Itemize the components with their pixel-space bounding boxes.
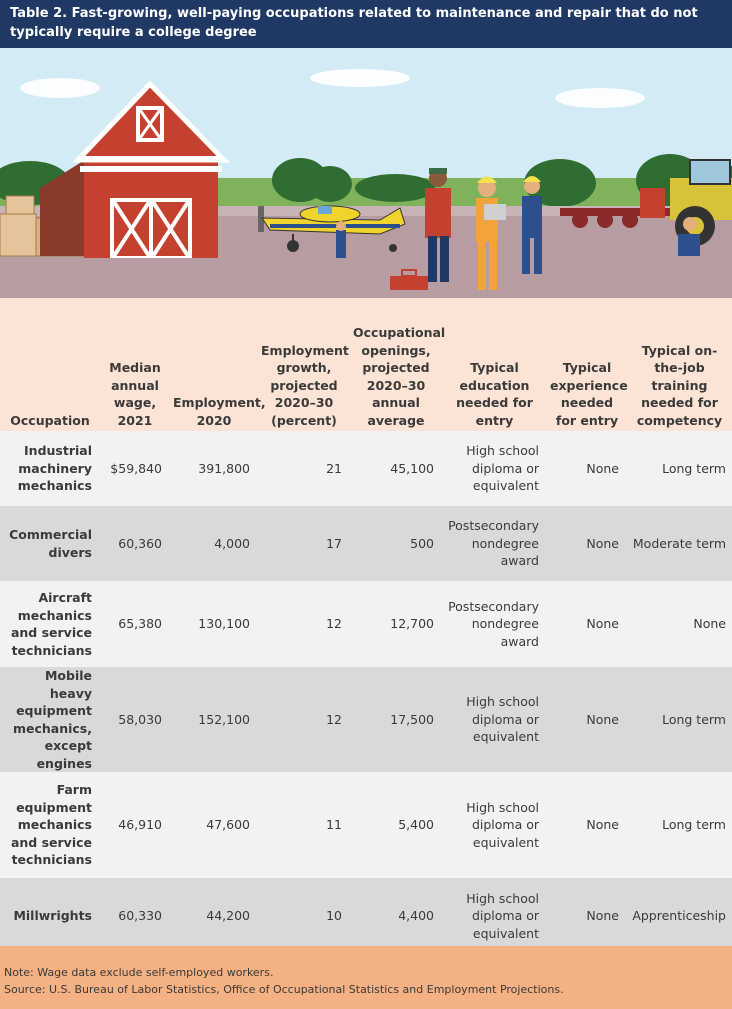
header-employment: Employment, 2020 [173,395,266,428]
cell-openings: 500 [350,506,442,581]
header-occupation: Occupation [10,412,90,428]
header-openings: Occupational openings, projected 2020–30 annual average [353,325,446,428]
cell-experience: None [547,667,627,772]
cell-training: Moderate term [627,506,732,581]
cell-experience: None [547,772,627,878]
cell-education: High school diploma or equivalent [442,431,547,506]
mechanic-worker-icon [336,221,346,258]
table-row [0,581,732,667]
cell-training: Long term [627,431,732,506]
cell-occupation: Aircraft mechanics and service technicians [0,581,100,667]
cell-openings: 12,700 [350,581,442,667]
footer-source: Source: U.S. Bureau of Labor Statistics, Office of Occupational Statistics and Employment Projections. [4,983,564,996]
cell-openings: 17,500 [350,667,442,772]
table-footer [0,946,732,1009]
cell-experience: None [547,506,627,581]
cell-wage: 65,380 [100,581,170,667]
cell-occupation: Commercial divers [0,506,100,581]
table-row [0,667,732,772]
cell-employment: 4,000 [170,506,258,581]
cell-experience: None [547,431,627,506]
farm-illustration [0,48,732,298]
cell-education: Postsecondary nondegree award [442,506,547,581]
cell-growth: 12 [258,667,350,772]
cell-occupation: Mobile heavy equipment mechanics, except engines [0,667,100,772]
header-growth: Employment growth, projected 2020–30 (percent) [261,342,349,428]
cell-growth: 10 [258,878,350,954]
cell-training: Long term [627,667,732,772]
occupations-table [0,298,732,954]
cell-openings: 4,400 [350,878,442,954]
cell-occupation: Millwrights [0,878,100,954]
cell-education: High school diploma or equivalent [442,667,547,772]
cell-experience: None [547,878,627,954]
table-row [0,431,732,506]
cell-experience: None [547,581,627,667]
table-row [0,506,732,581]
cell-training: Apprenticeship [627,878,732,954]
cell-wage: 58,030 [100,667,170,772]
cell-growth: 17 [258,506,350,581]
cell-occupation: Industrial machinery mechanics [0,431,100,506]
cell-wage: $59,840 [100,431,170,506]
cell-employment: 44,200 [170,878,258,954]
cell-growth: 11 [258,772,350,878]
cell-education: Postsecondary nondegree award [442,581,547,667]
cell-openings: 5,400 [350,772,442,878]
cell-wage: 60,330 [100,878,170,954]
table-row [0,772,732,878]
cell-education: High school diploma or equivalent [442,878,547,954]
cell-employment: 152,100 [170,667,258,772]
header-training: Typical on-the-job training needed for competency [636,342,723,428]
cell-openings: 45,100 [350,431,442,506]
table-header-row [0,298,732,431]
cell-growth: 21 [258,431,350,506]
table-row [0,878,732,954]
header-education: Typical education needed for entry [456,360,533,428]
header-wage: Median annual wage, 2021 [109,360,161,428]
cell-employment: 130,100 [170,581,258,667]
occupations-table-wrap [0,298,732,954]
cell-occupation: Farm equipment mechanics and service technicians [0,772,100,878]
cell-training: None [627,581,732,667]
cell-employment: 47,600 [170,772,258,878]
cell-growth: 12 [258,581,350,667]
cell-employment: 391,800 [170,431,258,506]
cell-wage: 60,360 [100,506,170,581]
cell-training: Long term [627,772,732,878]
footer-note: Note: Wage data exclude self-employed workers. [4,966,274,979]
table-title: Table 2. Fast-growing, well-paying occupations related to maintenance and repair that do not typically require a college degree [0,0,732,48]
cell-education: High school diploma or equivalent [442,772,547,878]
cell-wage: 46,910 [100,772,170,878]
header-experience: Typical experience needed for entry [550,360,628,428]
